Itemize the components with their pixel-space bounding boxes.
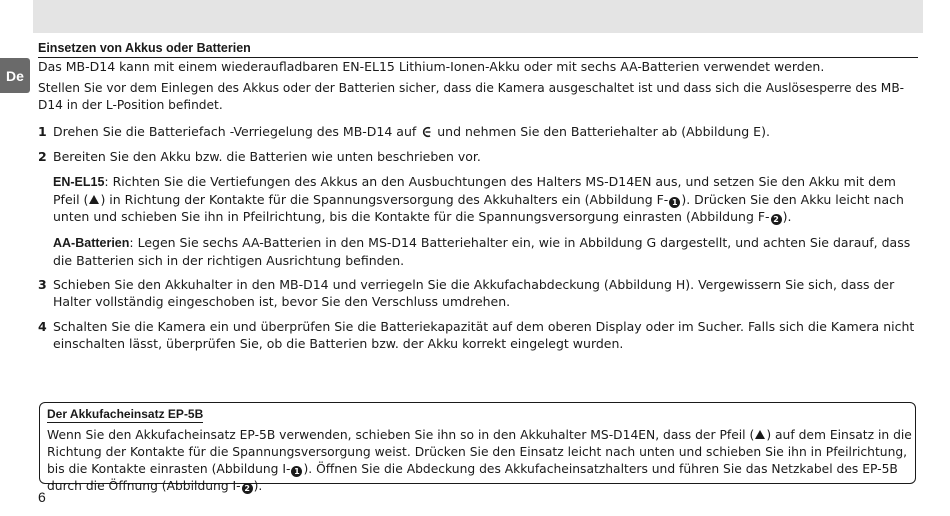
note-body bbox=[47, 427, 913, 495]
step-text: Drehen Sie die Batteriefach -Verriegelung des MB-D14 auf bbox=[53, 124, 417, 139]
header-bar bbox=[33, 0, 923, 33]
en-el15-text-c: ). Drücken Sie den Akku leicht nach unten und schieben Sie ihn in Pfeilrichtung, bis die Kontakte für die Spannungsversorgung einrasten (Abbildung F- bbox=[53, 192, 904, 224]
step-number: 4 bbox=[38, 319, 47, 334]
step-text: Schalten Sie die Kamera ein und überprüfen Sie die Batteriekapazität auf dem oberen Display oder im Sucher. Falls sich die Kamera nicht einschalten lässt, überprüfen Sie, ob die Batterien bzw. der Akku korrekt eingelegt wurden. bbox=[53, 319, 915, 351]
step-text: Bereiten Sie den Akku bzw. die Batterien wie unten beschrieben vor. bbox=[53, 149, 481, 164]
step-text: Schieben Sie den Akkuhalter in den MB-D14 und verriegeln Sie die Akkufachabdeckung (Abbildung H). Vergewissern Sie sich, dass der Halter vollständig eingeschoben ist, bevor Sie den Verschluss umdrehen. bbox=[53, 277, 895, 309]
circled-number-1: 1 bbox=[291, 466, 302, 477]
aa-term: AA-Batterien bbox=[53, 236, 130, 250]
unlock-symbol-icon bbox=[421, 126, 432, 138]
aa-text: : Legen Sie sechs AA-Batterien in den MS-D14 Batteriehalter ein, wie in Abbildung G dargestellt, und achten Sie darauf, dass die Batterien sich in der richtigen Ausrichtung befinden. bbox=[53, 235, 911, 268]
aa-batteries-instructions bbox=[53, 234, 923, 269]
step-number: 1 bbox=[38, 124, 47, 139]
note-text-d: ). bbox=[253, 479, 263, 493]
section-title: Einsetzen von Akkus oder Batterien bbox=[38, 41, 918, 58]
step-number: 3 bbox=[38, 277, 47, 292]
note-box bbox=[39, 402, 916, 493]
circled-number-2: 2 bbox=[242, 483, 253, 494]
step-number: 2 bbox=[38, 149, 47, 164]
step-2 bbox=[38, 148, 923, 165]
en-el15-text-d: ). bbox=[782, 209, 792, 224]
language-tab: De bbox=[0, 58, 30, 93]
circled-number-2: 2 bbox=[771, 214, 782, 225]
arrow-up-icon bbox=[89, 195, 99, 204]
en-el15-text-b: ) in Richtung der Kontakte für die Spannungsversorgung des Akkuhalters ein (Abbildung F- bbox=[100, 192, 669, 207]
en-el15-term: EN-EL15 bbox=[53, 175, 105, 189]
step-4 bbox=[38, 318, 923, 352]
note-title: Der Akkufacheinsatz EP-5B bbox=[47, 407, 204, 421]
step-1 bbox=[38, 123, 923, 140]
page-number: 6 bbox=[38, 489, 46, 505]
step-3 bbox=[38, 276, 923, 310]
note-text-a: Wenn Sie den Akkufacheinsatz EP-5B verwenden, schieben Sie ihn so in den Akkuhalter MS-D14EN, dass der Pfeil ( bbox=[47, 428, 755, 442]
intro-paragraph: Das MB-D14 kann mit einem wiederaufladbaren EN-EL15 Lithium-Ionen-Akku oder mit sechs AA-Batterien verwendet werden. bbox=[38, 59, 825, 74]
note-text-b: ) auf dem Einsatz in die Richtung der Kontakte für die Spannungsversorgung weist. Drücken Sie den Einsatz leicht nach unten und schieben Sie ihn in Pfeilrichtung, bis die Kontakte einrasten (Abbildung I- bbox=[47, 428, 912, 476]
circled-number-1: 1 bbox=[669, 197, 680, 208]
arrow-up-icon bbox=[755, 430, 765, 439]
en-el15-text-a: : Richten Sie die Vertiefungen des Akkus an den Ausbuchtungen des Halters MS-D14EN aus, und setzen Sie den Akku mit dem Pfeil ( bbox=[53, 174, 896, 207]
en-el15-instructions bbox=[53, 173, 923, 225]
step-text-continued: und nehmen Sie den Batteriehalter ab (Abbildung E). bbox=[437, 124, 770, 139]
intro-warning-paragraph: Stellen Sie vor dem Einlegen des Akkus oder der Batterien sicher, dass die Kamera ausgeschaltet ist und dass sich die Auslösesperre des MB-D14 in der L-Position befindet. bbox=[38, 81, 905, 112]
note-text-c: ). Öffnen Sie die Abdeckung des Akkufacheinsatzhalters und führen Sie das Netzkabel des EP-5B durch die Öffnung (Abbildung I- bbox=[47, 462, 898, 493]
